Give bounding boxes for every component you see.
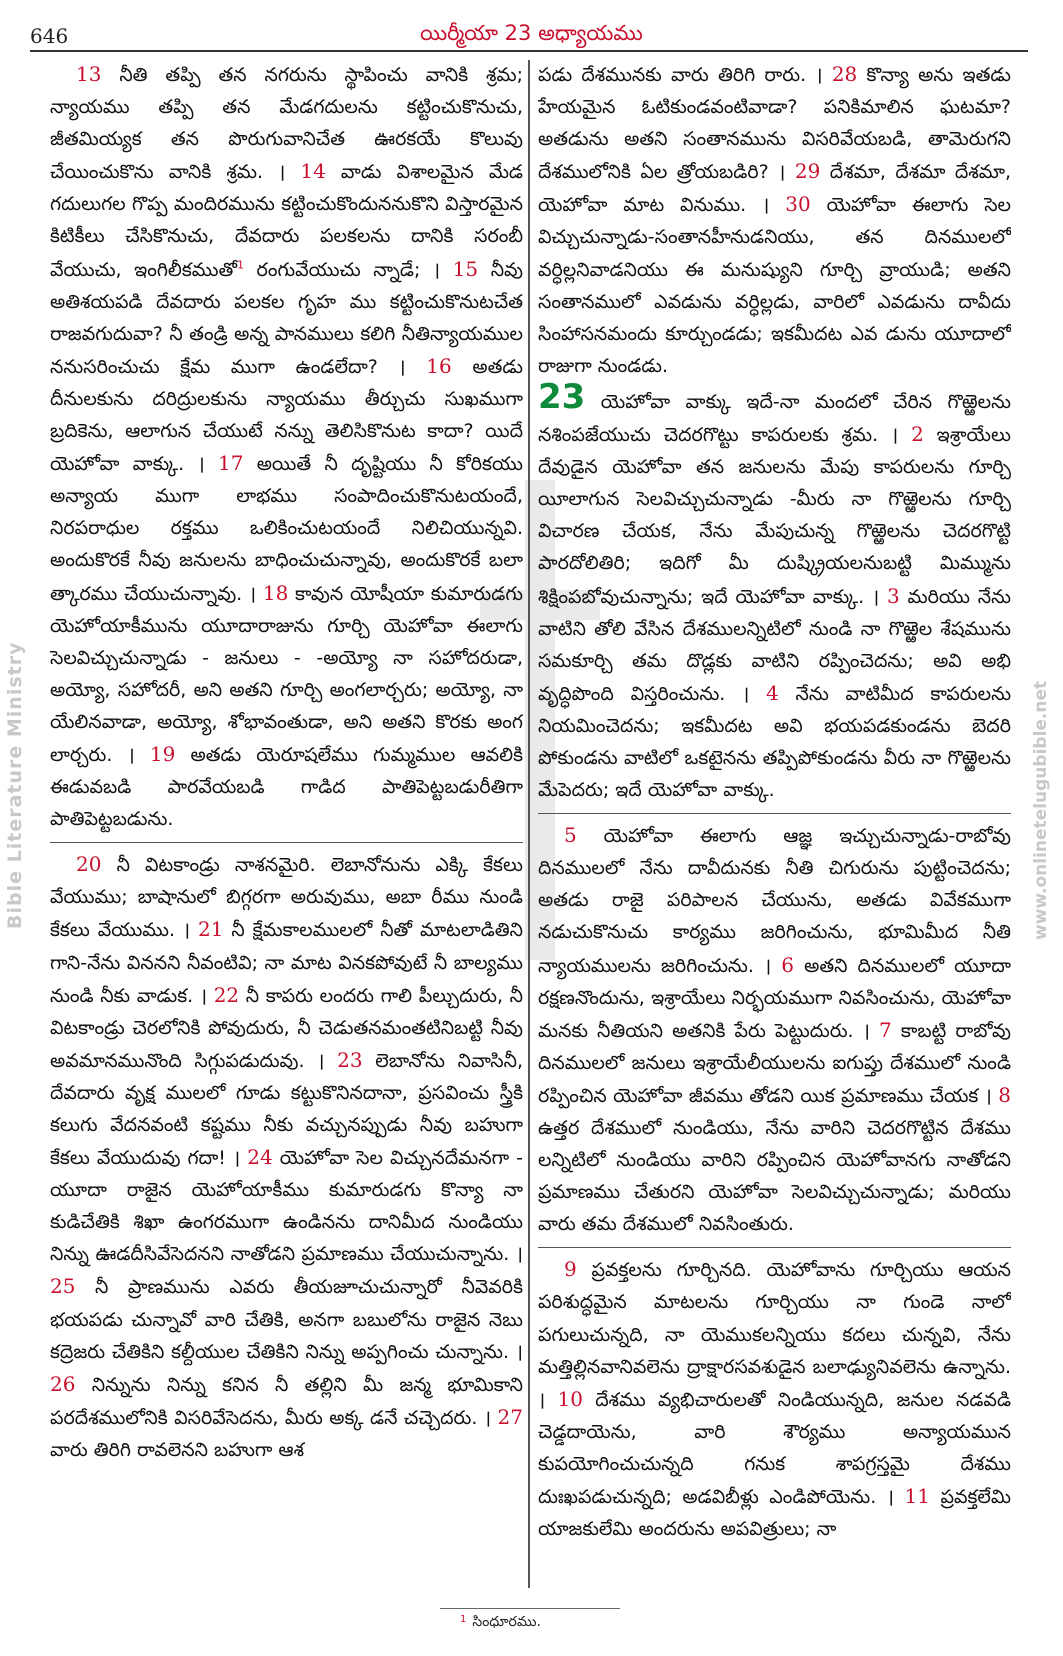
paragraph [538, 1253, 1011, 1545]
verse-number: 6 [781, 952, 795, 977]
verse-number: 25 [50, 1274, 76, 1299]
verse-number: 23 [337, 1047, 363, 1072]
verse-number: 8 [998, 1082, 1011, 1107]
paragraph [50, 58, 523, 835]
verse-text: నేను వాటిమీద కాపరులను నియమించెదను; ఇకమీదట అవి భయపడకుండను బెదరి పోకుండను వాటిలో ఒకటైనను తప్పిపోకుండను వీరు నా గొఱ్ఱెలను మేపెదరు; ఇదే యెహోవా వాక్కు. [538, 682, 1011, 802]
verse-text: పడు దేశమునకు వారు తిరిగి రారు. । [538, 64, 823, 86]
verse-number: 24 [247, 1145, 273, 1170]
verse-text: కొన్యా అను ఇతడు హేయమైన ఓటికుండవంటివాడా? పనికిమాలిన ఘటమా? అతడును అతని సంతానమును విసరివేయబడి, తామెరుగని దేశములోనికి ఏల త్రోయబడిరి? । [538, 64, 1011, 184]
verse-number: 4 [766, 680, 779, 705]
verse-text: ప్రవక్తలను గూర్చినది. యెహోవాను గూర్చియు ఆయన పరిశుద్ధమైన మాటలను గూర్చియు నా గుండె నాలో పగులుచున్నది, నా యెముకలన్నియు కదలు చున్నవి, నేను మత్తిల్లినవానివలెను ద్రాక్షారసవశుడైన బలాఢ్యునివలెను ఉన్నాను. । [538, 1259, 1011, 1411]
section-divider [538, 1247, 1011, 1248]
verse-text: అతని దినములలో యూదా రక్షణనొందును, ఇశ్రాయేలు నిర్భయముగా నివసించును, యెహోవా మనకు నీతియని అతనికి పేరు పెట్టుదురు. । [538, 954, 1011, 1042]
paragraph [50, 848, 523, 1466]
verse-text: ప్రవక్తలేమి యాజకులేమి అందరును అపవిత్రులు; నా [538, 1486, 1011, 1541]
verse-number: 19 [149, 741, 176, 766]
verse-number: 21 [198, 917, 224, 942]
page-header [20, 18, 1043, 52]
paragraph [538, 376, 1011, 806]
section-divider [50, 842, 523, 843]
verse-text: వాడు విశాలమైన మేడ గదులుగల గొప్ప మందిరమును కట్టించుకొందుననుకొని విస్తారమైన కిటికీలు చేసికొనుచు, దేవదారు పలకలను దానికి సరంబీ వేయుచు, ఇంగిలీకముతో [50, 161, 523, 281]
verse-text: నీ విటకాండ్రు నాశనమైరి. లెబానోనును ఎక్కి కేకలు వేయుము; బాషానులో బిగ్గరగా అరువుము, అబా రీము నుండి కేకలు వేయుము. । [50, 854, 523, 942]
verse-text: ఉత్తర దేశములో నుండియు, నేను వారిని చెదరగొట్టిన దేశము లన్నిటిలో నుండియు వారిని రప్పించిన యెహోవానగు నాతోడని ప్రమాణము చేతురని యెహోవా సెలవిచ్చుచున్నాడు; మరియు వారు తమ దేశములో నివసింతురు. [538, 1117, 1011, 1236]
verse-text: కావున యోషీయా కుమారుడగు యెహోయాకీమును యూదారాజును గూర్చి యెహోవా ఈలాగు సెలవిచ్చుచున్నాడు - జనులు - -అయ్యో నా సహోదరుడా, అయ్యో, సహోదరీ, అని అతని గూర్చి అంగలార్చరు; అయ్యో, నా యేలినవాడా, అయ్యో, శోభావంతుడా, అని అతని కొరకు అంగ లార్చరు. । [50, 582, 523, 766]
verse-number: 16 [426, 353, 452, 378]
verse-text: నీ కాపరు లందరు గాలి పీల్చుదురు, నీ విటకాండ్రు చెరలోనికి పోవుదురు, నీ చెడుతనమంతటినిబట్టి నీవు అవమానమునొంది సిగ్గుపడుదువు. । [50, 984, 523, 1072]
verse-text: యెహోవా ఈలాగు ఆజ్ఞ ఇచ్చుచున్నాడు-రాబోవు దినములలో నేను దావీదునకు నీతి చిగురును పుట్టించెదను; అతడు రాజై పరిపాలన చేయును, అతడు వివేకముగా నడుచుకొనుచు కార్యము జరిగించును, భూమిమీద నీతి న్యాయములను జరిగించును. । [538, 825, 1011, 977]
verse-text: ఇశ్రాయేలు దేవుడైన యెహోవా తన జనులను మేపు కాపరులను గూర్చి యీలాగున సెలవిచ్చుచున్నాడు -మీరు నా గొఱ్ఱెలను గూర్చి విచారణ చేయక, నేను మేపుచున్న గొఱ్ఱెలను చెదరగొట్టి పారదోలితిరి; ఇదిగో మీ దుష్క్రియలనుబట్టి మిమ్మును శిక్షింపబోవుచున్నాను; ఇదే యెహోవా వాక్కు. । [538, 424, 1011, 608]
verse-number: 26 [50, 1371, 76, 1396]
footnote-divider [440, 1608, 620, 1609]
verse-number: 28 [831, 62, 858, 86]
verse-number: 2 [911, 422, 924, 447]
verse-text: నీ ప్రాణమును ఎవరు తీయజూచుచున్నారో నీవెవరికి భయపడు చున్నావో వారి చేతికి, అనగా బబులోను రాజైన నెబు కద్రెజరు చేతికిని కల్దీయుల చేతికిని నిన్ను అప్పగించు చున్నాను. । [50, 1276, 523, 1363]
verse-number: 27 [497, 1404, 523, 1429]
side-watermark-right: www.onlinetelugubible.net [1031, 680, 1051, 940]
verse-text: నీవు అతిశయపడి దేవదారు పలకల గృహ ము కట్టించుకొనుటచేత రాజవగుదువా? నీ తండ్రి అన్న పానములు కలిగి నీతిన్యాయముల ననుసరించుచు క్షేమ ముగా ఉండలేదా? । [50, 258, 523, 378]
verse-number: 18 [262, 580, 289, 605]
right-column [538, 58, 1011, 1588]
verse-number: 13 [76, 62, 102, 86]
verse-number: 29 [794, 159, 821, 184]
verse-number: 10 [557, 1386, 583, 1411]
left-column [50, 58, 523, 1588]
verse-number: 11 [904, 1484, 930, 1509]
verse-text: నిన్నును నిన్ను కనిన నీ తల్లిని మీ జన్మ భూమికాని పరదేశములోనికి విసరివేసెదను, మీరు అక్క డనే చచ్చెదరు. । [50, 1373, 523, 1429]
verse-text: నీ క్షేమకాలములలో నీతో మాటలాడితిని గాని-నేను విననని నీవంటివి; నా మాట వినకపోవుటే నీ బాల్యము నుండి నీకు వాడుక. । [50, 919, 523, 1007]
verse-number: 14 [300, 159, 326, 184]
header-divider [30, 50, 1028, 52]
footnote-mark: 1 [460, 1614, 467, 1625]
verse-text: నీతి తప్పి తన నగరును స్థాపించు వానికి శ్రమ; న్యాయము తప్పి తన మేడగదులను కట్టించుకొనుచు, జీతమియ్యక తన పొరుగువానిచేత ఊరకయే కొలువు చేయించుకొను వానికి శ్రమ. । [50, 64, 523, 184]
side-watermark-left: Bible Literature Ministry [4, 641, 26, 929]
verse-text: దేశము వ్యభిచారులతో నిండియున్నది, జనుల నడవడి చెడ్డదాయెను, వారి శౌర్యము అన్యాయమున కుపయోగించుచున్నది గనుక శాపగ్రస్తమై దేశము దుఃఖపడుచున్నది; అడవిబీళ్లు ఎండిపోయెను. । [538, 1388, 1011, 1509]
verse-text: దేశమా, దేశమా దేశమా, యెహోవా మాట వినుము. । [538, 161, 1011, 217]
verse-number: 15 [452, 256, 479, 281]
verse-text: అయితే నీ దృష్టియు నీ కోరికయు అన్యాయ ముగా లాభము సంపాదించుకొనుటయందే, నిరపరాధుల రక్తము ఒలికించుటయందే నిలిచియున్నవి. అందుకొరకే నీవు జనులను బాధించుచున్నావు, అందుకొరకే బలా త్కారము చేయుచున్నావు. । [50, 453, 523, 605]
verse-text: మరియు నేను వాటిని తోలి వేసిన దేశములన్నిటిలో నుండి నా గొఱ్ఱెల శేషమును సమకూర్చి తమ దొడ్లకు వాటిని రప్పించెదను; అవి అభి వృద్ధిపొంది విస్తరించును. । [538, 585, 1011, 705]
verse-number: 20 [76, 852, 102, 877]
verse-number: 9 [564, 1257, 577, 1282]
verse-number: 7 [879, 1017, 892, 1042]
verse-text: యెహోవా వాక్కు ఇదే-నా మందలో చేరిన గొఱ్ఱెలను నశింపజేయుచు చెదరగొట్టు కాపరులకు శ్రమ. । [538, 390, 1011, 447]
verse-text: లెబానోను నివాసినీ, దేవదారు వృక్ష ములలో గూడు కట్టుకొనినదానా, ప్రసవించు స్త్రీకి కలుగు వేదనవంటి కష్టము నీకు వచ్చునప్పుడు నీవు బహుగా కేకలు వేయుదువు గదా! । [50, 1049, 523, 1170]
verse-text: యెహోవా ఈలాగు సెల విచ్చుచున్నాడు-సంతానహీనుడనియు, తన దినములలో వర్ధిల్లనివాడనియు ఈ మనుష్యుని గూర్చి వ్రాయుడి; అతని సంతానములో ఎవడును వర్ధిల్లడు, వారిలో ఎవడును దావీదు సింహాసనమందు కూర్చుండడు; ఇకమీదట ఎవ డును యూదాలో రాజుగా నుండడు. [538, 194, 1011, 377]
verse-text: అతడు దీనులకును దరిద్రులకును న్యాయము తీర్చుచు సుఖముగా బ్రదికెను, ఆలాగున చేయుటే నన్ను తెలిసికొనుట కాదా? యిదే యెహోవా వాక్కు. । [50, 355, 523, 476]
verse-number: 5 [564, 823, 577, 848]
verse-text: అతడు యెరూషలేము గుమ్మముల ఆవలికి ఈడువబడి పారవేయబడి గాడిద పాతిపెట్టబడురీతిగా పాతిపెట్టబడును. [50, 743, 523, 831]
verse-number: 22 [213, 982, 240, 1007]
footnote-reference[interactable]: 1 [237, 258, 244, 272]
paragraph [538, 819, 1011, 1240]
running-title: యిర్మీయా 23 అధ్యాయము [420, 21, 643, 45]
paragraph [538, 58, 1011, 382]
verse-number: 17 [217, 451, 244, 476]
verse-text: వారు తిరిగి రావలెనని బహుగా ఆశ [50, 1438, 305, 1461]
footnote-text: సింధూరము. [472, 1614, 541, 1630]
section-divider [538, 813, 1011, 814]
verse-number: 3 [886, 583, 900, 608]
footnote [460, 1614, 541, 1633]
verse-number: 30 [785, 192, 811, 217]
chapter-number: 23 [538, 376, 586, 417]
verse-text: రంగువేయుచు న్నాడే; । [244, 258, 441, 281]
page-number: 646 [30, 24, 69, 48]
verse-text: యెహోవా సెల విచ్చునదేమనగా - యూదా రాజైన యెహోయాకీము కుమారుడగు కొన్యా నా కుడిచేతికి శిఖా ఉంగరముగా ఉండినను దానిమీద నుండియు నిన్ను ఊడదీసివేసెదనని నాతోడని ప్రమాణము చేయుచున్నాను. । [50, 1147, 523, 1266]
verse-text: కాబట్టి రాబోవు దినములలో జనులు ఇశ్రాయేలీయులను ఐగుప్తు దేశములో నుండి రప్పించిన యెహోవా జీవము తోడని యిక ప్రమాణము చేయక । [538, 1019, 1011, 1107]
column-divider [528, 60, 530, 1588]
